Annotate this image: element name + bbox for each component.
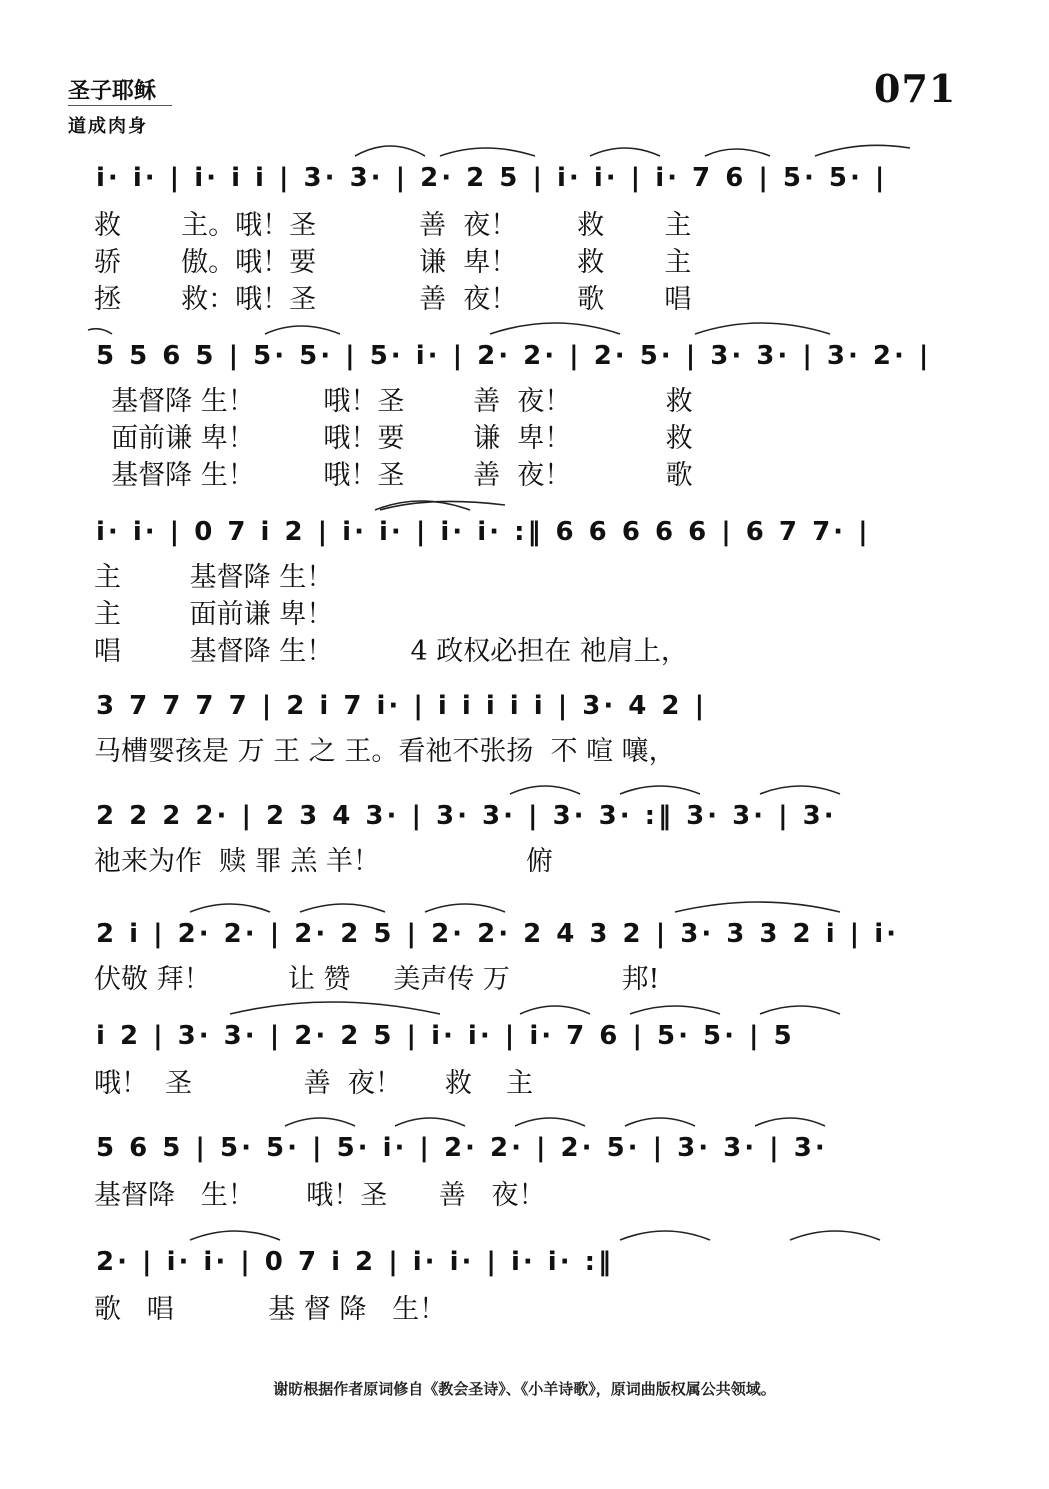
notation-line-3 xyxy=(96,510,926,554)
lyric-line-5: 祂来为作 赎 罪 羔 羊！ 俯 xyxy=(94,846,553,877)
hymn-number: 071 xyxy=(874,66,957,111)
lyric-line-4: 马槽婴孩是 万 王 之 王。看祂不张扬 不 喧 嚷， xyxy=(94,736,676,767)
notation-text: i 2 | 3· 3· | 2· 2 5 | i· i· | i· 7 6 | 5· 5· | 5 xyxy=(96,1021,795,1051)
notation-text: 2· | i· i· | 0 7 i 2 | i· i· | i· i· :‖ xyxy=(96,1247,615,1277)
lyric-line-3-verse-1: 主 基督降 生！ xyxy=(94,562,334,593)
lyric-line-8: 基督降 生！ 哦！圣 善 夜！ xyxy=(94,1180,546,1211)
notation-text: 5 6 5 | 5· 5· | 5· i· | 2· 2· | 2· 5· | 3· 3· | 3· xyxy=(96,1133,828,1163)
category-divider xyxy=(68,105,172,106)
notation-line-9 xyxy=(96,1240,926,1284)
lyric-line-2-verse-2: 面前谦 卑！ 哦！要 谦 卑！ 救 xyxy=(94,423,693,454)
notation-text: 2 2 2 2· | 2 3 4 3· | 3· 3· | 3· 3· :‖ 3· 3· | 3· xyxy=(96,801,837,831)
notation-line-1 xyxy=(96,156,926,200)
lyric-line-1-verse-2: 骄 傲。哦！要 谦 卑！ 救 主 xyxy=(94,247,692,278)
notation-line-5 xyxy=(96,794,926,838)
lyric-line-3-verse-2: 主 面前谦 卑！ xyxy=(94,599,334,630)
lyric-line-9: 歌 唱 基 督 降 生！ xyxy=(94,1294,447,1325)
lyric-line-7: 哦！ 圣 善 夜！ 救 主 xyxy=(94,1068,534,1099)
notation-text: 2 i | 2· 2· | 2· 2 5 | 2· 2· 2 4 3 2 | 3· 3 3 2 i | i· xyxy=(96,919,899,949)
lyric-line-1-verse-3: 拯 救：哦！圣 善 夜！ 歌 唱 xyxy=(94,284,692,315)
lyric-line-2-verse-3: 基督降 生！ 哦！圣 善 夜！ 歌 xyxy=(94,460,693,491)
copyright-footer: 谢昉根据作者原词修自《教会圣诗》、《小羊诗歌》，原词曲版权属公共领域。 xyxy=(273,1380,776,1398)
hymn-subcategory: 道成肉身 xyxy=(68,116,148,137)
lyric-line-6: 伏敬 拜！ 让 赞 美声传 万 邦! xyxy=(94,964,660,995)
hymn-category: 圣子耶稣 xyxy=(68,78,157,104)
notation-line-8 xyxy=(96,1126,926,1170)
lyric-line-2-verse-1: 基督降 生！ 哦！圣 善 夜！ 救 xyxy=(94,386,693,417)
notation-line-2 xyxy=(96,334,932,378)
notation-line-4 xyxy=(96,684,926,728)
lyric-line-3-verse-3: 唱 基督降 生！ 4 政权必担在 祂肩上， xyxy=(94,636,688,667)
notation-line-7 xyxy=(96,1014,926,1058)
notation-text: 5 5 6 5 | 5· 5· | 5· i· | 2· 2· | 2· 5· | 3· 3· | 3· 2· | xyxy=(96,341,932,371)
notation-text: i· i· | 0 7 i 2 | i· i· | i· i· :‖ 6 6 6 6 6 | 6 7 7· | xyxy=(96,517,871,547)
notation-text: 3 7 7 7 7 | 2 i 7 i· | i i i i i | 3· 4 2 | xyxy=(96,691,708,721)
notation-line-6 xyxy=(96,912,926,956)
notation-text: i· i· | i· i i | 3· 3· | 2· 2 5 | i· i· | i· 7 6 | 5· 5· | xyxy=(96,163,888,193)
lyric-line-1-verse-1: 救 主。哦！圣 善 夜！ 救 主 xyxy=(94,210,692,241)
